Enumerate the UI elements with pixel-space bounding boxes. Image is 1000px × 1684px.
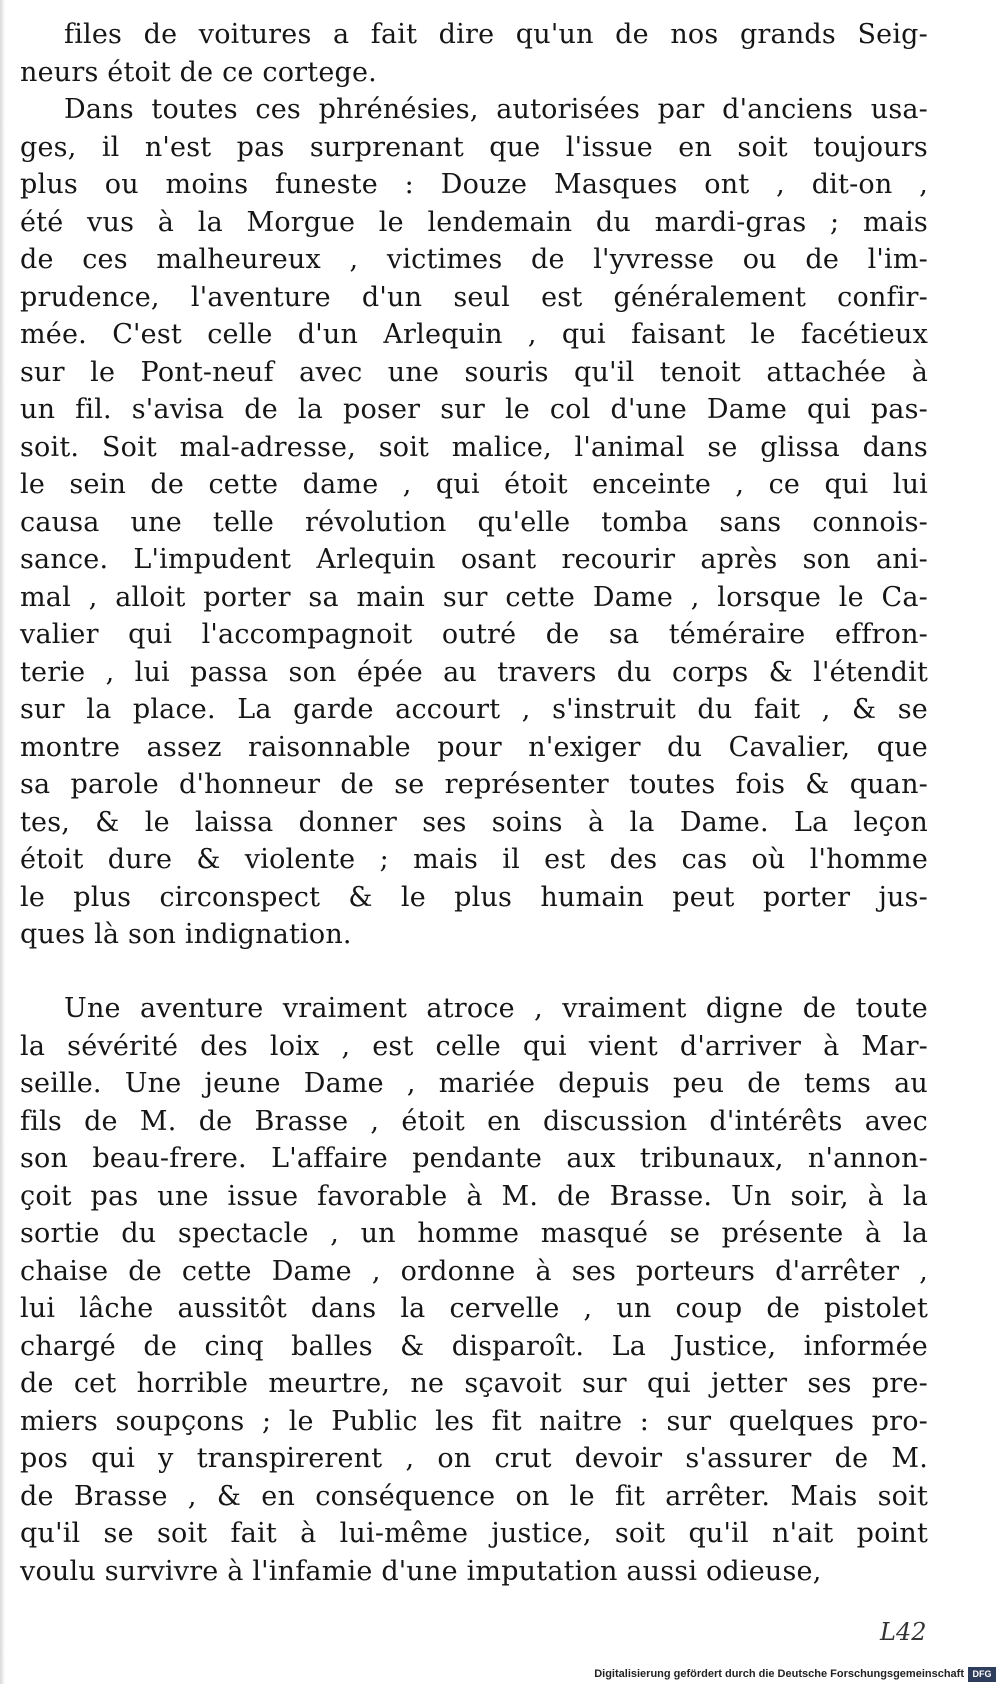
text-line: Dans toutes ces phrénésies, autorisées par d'anciens usa- — [64, 94, 928, 125]
text-line: sortie du spectacle , un homme masqué se présente à la — [20, 1218, 928, 1249]
text-line: soit. Soit mal-adresse, soit malice, l'animal se glissa dans — [20, 431, 928, 463]
text-line: chargé de cinq balles & disparoît. La Justice, informée — [20, 1330, 928, 1362]
text-line: causa une telle révolution qu'elle tomba sans connois- — [20, 506, 928, 538]
text-line: fils de M. de Brasse , étoit en discussion d'intérêts avec — [20, 1105, 928, 1137]
text-line: la sévérité des loix , est celle qui vient d'arriver à Mar- — [20, 1030, 928, 1062]
paragraph-group-2 — [20, 990, 928, 1590]
page-edge-shadow — [0, 0, 5, 1684]
text-line: été vus à la Morgue le lendemain du mardi-gras ; mais — [20, 206, 928, 238]
text-line: un fil. s'avisa de la poser sur le col d'une Dame qui pas- — [20, 394, 928, 425]
text-block-bottom — [20, 990, 928, 1590]
text-line: tes, & le laissa donner ses soins à la Dame. La leçon — [20, 806, 928, 838]
text-line: son beau-frere. L'affaire pendante aux tribunaux, n'annon- — [20, 1143, 928, 1174]
text-line: files de voitures a fait dire qu'un de nos grands Seig- — [64, 19, 928, 50]
text-line: de cet horrible meurtre, ne sçavoit sur qui jetter ses pre- — [20, 1368, 928, 1399]
text-line: terie , lui passa son épée au travers du corps & l'étendit — [20, 656, 928, 688]
text-line: le plus circonspect & le plus humain peut porter jus- — [20, 881, 928, 913]
text-line: valier qui l'accompagnoit outré de sa téméraire effron- — [20, 619, 928, 650]
dfg-logo-icon: DFG — [968, 1667, 996, 1682]
text-block-top — [20, 16, 928, 954]
text-line: sance. L'impudent Arlequin osant recourir après son ani- — [20, 544, 928, 575]
text-line: de ces malheureux , victimes de l'yvresse ou de l'im- — [20, 244, 928, 275]
text-line: étoit dure & violente ; mais il est des cas où l'homme — [20, 844, 928, 875]
text-line: montre assez raisonnable pour n'exiger du Cavalier, que — [20, 731, 928, 763]
text-line: sa parole d'honneur de se représenter toutes fois & quan- — [20, 769, 928, 800]
text-line: sur le Pont-neuf avec une souris qu'il tenoit attachée à — [20, 356, 928, 388]
text-line: neurs étoit de ce cortege. — [20, 56, 377, 88]
text-line: pos qui y transpirerent , on crut devoir s'assurer de M. — [20, 1443, 928, 1474]
text-line: Une aventure vraiment atroce , vraiment digne de toute — [64, 993, 928, 1024]
text-line: prudence, l'aventure d'un seul est généralement confir- — [20, 281, 928, 313]
text-line: ques là son indignation. — [20, 919, 352, 950]
paragraph — [20, 91, 928, 954]
paragraph — [20, 16, 928, 91]
text-line: sur la place. La garde accourt , s'instruit du fait , & se — [20, 694, 928, 725]
text-line: voulu survivre à l'infamie d'une imputation aussi odieuse, — [20, 1555, 822, 1587]
text-line: ges, il n'est pas surprenant que l'issue en soit toujours — [20, 131, 928, 163]
paragraph-group-1 — [20, 16, 928, 954]
text-line: seille. Une jeune Dame , mariée depuis peu de tems au — [20, 1068, 928, 1099]
text-line: çoit pas une issue favorable à M. de Brasse. Un soir, à la — [20, 1180, 928, 1212]
text-line: qu'il se soit fait à lui-même justice, soit qu'il n'ait point — [20, 1518, 928, 1549]
text-line: mée. C'est celle d'un Arlequin , qui faisant le facétieux — [20, 319, 928, 350]
text-line: chaise de cette Dame , ordonne à ses porteurs d'arrêter , — [20, 1255, 928, 1287]
text-line: plus ou moins funeste : Douze Masques ont , dit-on , — [20, 169, 928, 200]
digitization-credit: Digitalisierung gefördert durch die Deutsche Forschungsgemeinschaft — [594, 1668, 964, 1680]
paragraph — [20, 990, 928, 1590]
text-line: lui lâche aussitôt dans la cervelle , un coup de pistolet — [20, 1293, 928, 1324]
text-line: miers soupçons ; le Public les fit naitre : sur quelques pro- — [20, 1405, 928, 1437]
text-line: le sein de cette dame , qui étoit enceinte , ce qui lui — [20, 469, 928, 500]
page-folio: L42 — [880, 1618, 927, 1646]
text-line: mal , alloit porter sa main sur cette Dame , lorsque le Ca- — [20, 581, 928, 613]
text-line: de Brasse , & en conséquence on le fit arrêter. Mais soit — [20, 1480, 928, 1512]
